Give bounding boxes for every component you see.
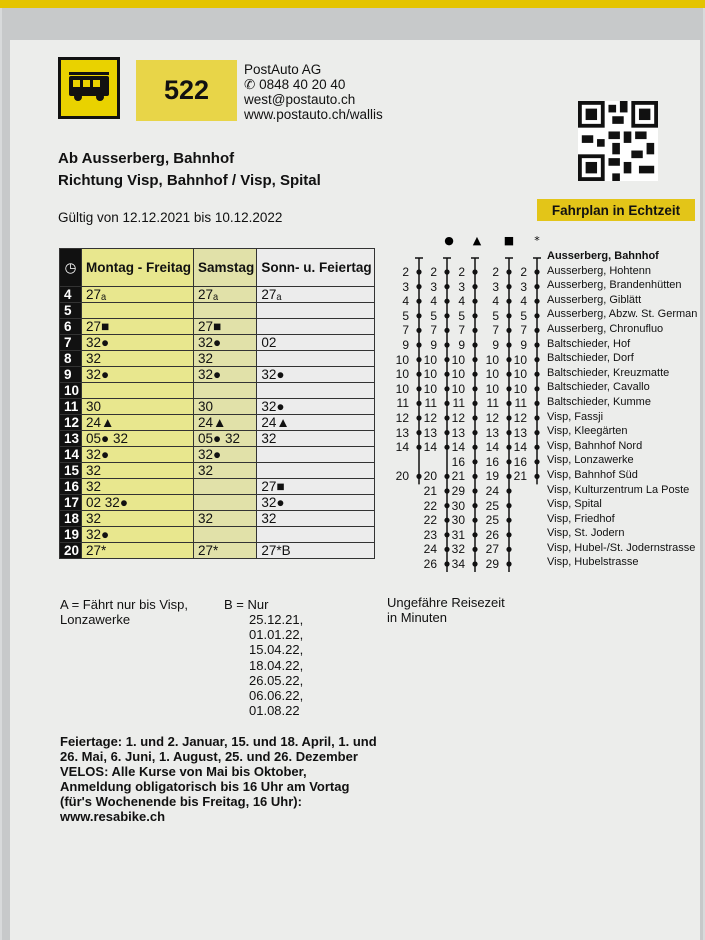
minute-value: 5 <box>492 308 499 323</box>
stop-name: Visp, Spital <box>547 498 602 511</box>
minute-value: 25 <box>485 513 499 528</box>
saturday-cell <box>194 527 257 543</box>
saturday-cell: 27* <box>194 543 257 559</box>
minute-value: 10 <box>485 367 499 382</box>
minute-value: 9 <box>492 337 499 352</box>
stop-dot <box>472 284 477 289</box>
minute-value <box>419 455 437 470</box>
saturday-cell: 30 <box>194 399 257 415</box>
realtime-timetable-button[interactable]: Fahrplan in Echtzeit <box>537 199 695 221</box>
validity-period: Gültig von 12.12.2021 bis 10.12.2022 <box>58 210 283 225</box>
velos-note: VELOS: Alle Kurse von Mai bis Oktober, Anmeldung obligatorisch bis 16 Uhr am Vortag (für's Wochenende bis Freitag, 16 Uhr): <box>60 764 350 809</box>
weekday-cell: 32 <box>82 511 194 527</box>
sunday-cell: 27*B <box>257 543 374 559</box>
legend-b-date: 25.12.21, <box>249 612 304 627</box>
minute-value: 30 <box>451 513 465 528</box>
minute-value: 2 <box>492 265 499 279</box>
minute-value: 16 <box>513 454 527 469</box>
route-number: 522 <box>136 60 237 121</box>
table-row <box>60 543 375 559</box>
stop-name: Visp, Hubelstrasse <box>547 556 639 569</box>
column-symbol: * <box>534 234 540 247</box>
minute-value: 3 <box>402 279 409 294</box>
stop-name: Ausserberg, Abzw. St. German <box>547 308 698 321</box>
saturday-cell: 27■ <box>194 319 257 335</box>
departure-stop-title: Ab Ausserberg, Bahnhof <box>58 150 235 167</box>
weekday-cell <box>82 383 194 399</box>
minute-value: 7 <box>402 323 409 338</box>
minute-value: 12 <box>395 410 409 425</box>
minute-value <box>391 528 409 543</box>
bus-icon <box>58 57 120 119</box>
minute-value <box>509 499 527 514</box>
stop-dot <box>472 372 477 377</box>
minute-value: 10 <box>423 352 437 367</box>
minute-value: 30 <box>451 498 465 513</box>
minute-value: 10 <box>485 381 499 396</box>
minute-value: 14 <box>485 440 499 455</box>
saturday-cell: 05● 32 <box>194 431 257 447</box>
minute-value: 13 <box>451 425 465 440</box>
stop-name: Visp, Fassji <box>547 410 604 423</box>
legend-b-date: 06.06.22, <box>249 688 304 704</box>
weekday-cell: 02 32● <box>82 495 194 511</box>
stop-dot <box>472 386 477 391</box>
minute-value: 3 <box>492 279 499 294</box>
legend-a: A = Fährt nur bis Visp, Lonzawerke <box>60 597 189 627</box>
minute-value <box>391 484 409 499</box>
hour-cell: 19 <box>60 527 82 543</box>
hour-cell: 11 <box>60 399 82 415</box>
phone-icon: ✆ <box>244 77 260 92</box>
minute-value: 10 <box>423 367 437 382</box>
resabike-link[interactable]: www.resabike.ch <box>60 809 166 824</box>
hour-cell: 9 <box>60 367 82 383</box>
stop-dot <box>472 401 477 406</box>
minute-value: 4 <box>402 294 409 309</box>
header-weekday: Montag - Freitag <box>82 249 194 287</box>
table-row <box>60 383 375 399</box>
minute-value: 24 <box>423 542 437 557</box>
saturday-cell <box>194 479 257 495</box>
table-row <box>60 479 375 495</box>
sunday-cell <box>257 463 374 479</box>
column-symbol: ● <box>444 234 454 247</box>
saturday-cell <box>194 383 257 399</box>
stop-dot <box>534 430 539 435</box>
stop-dot <box>534 401 539 406</box>
table-row <box>60 447 375 463</box>
stop-dot <box>534 386 539 391</box>
stop-dot <box>534 284 539 289</box>
stop-name: Visp, Lonzawerke <box>547 454 634 467</box>
hour-cell: 6 <box>60 319 82 335</box>
minute-value: 10 <box>395 367 409 382</box>
minute-value: 26 <box>485 527 499 542</box>
minute-value: 7 <box>492 323 499 338</box>
minute-value: 4 <box>520 294 527 309</box>
stop-dot <box>472 415 477 420</box>
saturday-cell: 32● <box>194 367 257 383</box>
minute-value: 12 <box>451 410 465 425</box>
stop-dot <box>472 430 477 435</box>
sunday-cell: 27■ <box>257 479 374 495</box>
weekday-cell: 32 <box>82 351 194 367</box>
sunday-cell: 32● <box>257 399 374 415</box>
minute-value: 11 <box>396 396 409 411</box>
minute-value <box>509 542 527 557</box>
sunday-cell: 02 <box>257 335 374 351</box>
minute-value: 32 <box>451 542 465 557</box>
minute-value: 2 <box>520 265 527 279</box>
operator-email[interactable]: west@postauto.ch <box>244 92 356 107</box>
minute-value: 4 <box>430 294 437 309</box>
minute-value: 5 <box>458 308 465 323</box>
minute-value: 5 <box>430 308 437 323</box>
table-row <box>60 511 375 527</box>
minute-value <box>509 484 527 499</box>
minute-value: 34 <box>451 556 465 571</box>
weekday-cell: 24▲ <box>82 415 194 431</box>
minute-value: 23 <box>423 527 437 542</box>
table-row <box>60 415 375 431</box>
sunday-cell <box>257 319 374 335</box>
stop-name: Visp, Friedhof <box>547 512 615 525</box>
hour-cell: 20 <box>60 543 82 559</box>
saturday-cell: 24▲ <box>194 415 257 431</box>
table-header-row <box>60 249 375 287</box>
stop-name: Visp, Bahnhof Süd <box>547 468 638 481</box>
minute-value: 10 <box>513 352 527 367</box>
top-yellow-strip <box>0 0 705 8</box>
minute-value: 10 <box>395 381 409 396</box>
hour-cell: 16 <box>60 479 82 495</box>
minutes-column <box>391 265 409 571</box>
sunday-cell <box>257 303 374 319</box>
weekday-cell: 32 <box>82 463 194 479</box>
saturday-cell: 32 <box>194 351 257 367</box>
stop-dot <box>534 459 539 464</box>
stop-dot <box>472 459 477 464</box>
table-row <box>60 495 375 511</box>
stop-name: Ausserberg, Giblätt <box>547 293 642 306</box>
direction-title: Richtung Visp, Bahnhof / Visp, Spital <box>58 172 321 189</box>
minutes-column <box>419 265 437 571</box>
minute-value: 14 <box>513 440 527 455</box>
saturday-cell <box>194 495 257 511</box>
stop-dot <box>472 313 477 318</box>
operator-phone: ✆ 0848 40 20 40 <box>244 77 346 92</box>
sunday-cell: 32 <box>257 431 374 447</box>
stop-dot <box>472 518 477 523</box>
table-row <box>60 399 375 415</box>
table-row <box>60 351 375 367</box>
minute-value: 10 <box>513 367 527 382</box>
table-row <box>60 287 375 303</box>
sunday-cell <box>257 527 374 543</box>
weekday-cell <box>82 303 194 319</box>
stop-name: Visp, Bahnhof Nord <box>547 439 643 452</box>
table-row <box>60 463 375 479</box>
minute-value: 21 <box>423 483 437 498</box>
operator-contact <box>244 62 383 122</box>
table-row <box>60 431 375 447</box>
stop-dot <box>472 488 477 493</box>
travel-time-label: Ungefähre Reisezeit in Minuten <box>387 595 505 625</box>
legend-b-date: 01.08.22 <box>249 703 300 719</box>
minute-value: 14 <box>451 440 465 455</box>
minute-value: 21 <box>513 469 527 484</box>
minute-value: 2 <box>458 265 465 279</box>
minute-value: 13 <box>423 425 437 440</box>
minute-value: 20 <box>423 469 437 484</box>
table-row <box>60 367 375 383</box>
legend-b-date: 26.05.22, <box>249 672 304 688</box>
sunday-cell: 32● <box>257 495 374 511</box>
minute-value: 24 <box>485 483 499 498</box>
minute-value: 5 <box>402 308 409 323</box>
minute-value <box>509 557 527 572</box>
minute-value <box>391 513 409 528</box>
minute-value: 11 <box>424 396 437 411</box>
minute-value: 2 <box>402 265 409 279</box>
minute-value: 3 <box>458 279 465 294</box>
hour-cell: 8 <box>60 351 82 367</box>
minute-value: 27 <box>485 542 499 557</box>
stop-name: Ausserberg, Bahnhof <box>547 250 659 262</box>
hour-cell: 14 <box>60 447 82 463</box>
minute-value: 11 <box>452 396 465 411</box>
header-saturday: Samstag <box>194 249 257 287</box>
stop-name: Visp, Kleegärten <box>547 425 628 438</box>
minutes-column <box>447 265 465 571</box>
minute-value: 26 <box>423 556 437 571</box>
legend-b-date: 15.04.22, <box>249 642 304 658</box>
minute-value: 9 <box>458 337 465 352</box>
stop-name: Baltschieder, Cavallo <box>547 381 650 394</box>
stop-dot <box>534 328 539 333</box>
weekday-cell: 32● <box>82 335 194 351</box>
minute-value: 7 <box>430 323 437 338</box>
weekday-cell: 30 <box>82 399 194 415</box>
weekday-cell: 32● <box>82 527 194 543</box>
stop-name: Baltschieder, Dorf <box>547 352 634 365</box>
hour-cell: 10 <box>60 383 82 399</box>
table-row <box>60 319 375 335</box>
minute-value: 14 <box>395 440 409 455</box>
sunday-cell: 32● <box>257 367 374 383</box>
stop-name: Visp, Hubel-/St. Jodernstrasse <box>547 541 696 554</box>
stop-dot <box>472 474 477 479</box>
minute-value: 20 <box>395 469 409 484</box>
saturday-cell: 32● <box>194 447 257 463</box>
minute-value: 13 <box>395 425 409 440</box>
minute-value: 10 <box>451 367 465 382</box>
stop-dot <box>472 445 477 450</box>
minute-value: 22 <box>423 513 437 528</box>
notes <box>60 734 380 824</box>
departure-table <box>59 248 375 559</box>
column-symbol: ■ <box>503 234 515 247</box>
minute-value <box>391 455 409 470</box>
saturday-cell: 32 <box>194 463 257 479</box>
legend-b-date: 01.01.22, <box>249 627 304 643</box>
operator-web[interactable]: www.postauto.ch/wallis <box>244 107 383 122</box>
minute-value: 9 <box>520 337 527 352</box>
sunday-cell <box>257 351 374 367</box>
minute-value: 29 <box>451 483 465 498</box>
minute-value: 7 <box>458 323 465 338</box>
minute-value: 2 <box>430 265 437 279</box>
saturday-cell: 32 <box>194 511 257 527</box>
saturday-cell <box>194 303 257 319</box>
clock-icon: ◷ <box>60 249 82 287</box>
minute-value: 5 <box>520 308 527 323</box>
minute-value: 11 <box>514 396 527 411</box>
stop-dot <box>534 474 539 479</box>
holidays-note: Feiertage: 1. und 2. Januar, 15. und 18. April, 1. und 26. Mai, 6. Juni, 1. August, 25. und 26. Dezember <box>60 734 377 764</box>
minute-value: 29 <box>485 556 499 571</box>
stop-dot <box>472 328 477 333</box>
sunday-cell: 27ₐ <box>257 287 374 303</box>
minute-value: 10 <box>451 381 465 396</box>
weekday-cell: 05● 32 <box>82 431 194 447</box>
minute-value: 19 <box>485 469 499 484</box>
minute-value: 16 <box>451 454 465 469</box>
minute-value <box>391 542 409 557</box>
stop-name: Ausserberg, Brandenhütten <box>547 279 682 292</box>
minutes-column <box>509 265 527 571</box>
minute-value: 12 <box>423 410 437 425</box>
minute-value <box>509 528 527 543</box>
hour-cell: 15 <box>60 463 82 479</box>
minute-value: 16 <box>485 454 499 469</box>
stop-dot <box>534 445 539 450</box>
weekday-cell: 27■ <box>82 319 194 335</box>
table-row <box>60 335 375 351</box>
stop-list <box>547 249 697 570</box>
stop-dot <box>472 342 477 347</box>
qr-code-icon[interactable] <box>578 101 658 181</box>
stop-dot <box>472 299 477 304</box>
stop-name: Visp, Kulturzentrum La Poste <box>547 483 690 496</box>
stop-dot <box>472 532 477 537</box>
minute-value: 10 <box>423 381 437 396</box>
hour-cell: 13 <box>60 431 82 447</box>
stop-dot <box>534 299 539 304</box>
minutes-column <box>481 265 499 571</box>
header-sunday: Sonn- u. Feiertag <box>257 249 374 287</box>
hour-cell: 4 <box>60 287 82 303</box>
stop-dot <box>472 561 477 566</box>
minute-value: 12 <box>485 410 499 425</box>
minute-value: 4 <box>492 294 499 309</box>
stop-name: Baltschieder, Kreuzmatte <box>547 366 670 379</box>
weekday-cell: 32 <box>82 479 194 495</box>
minute-value: 9 <box>430 337 437 352</box>
stop-dot <box>534 415 539 420</box>
stop-dot <box>472 269 477 274</box>
stop-dot <box>534 269 539 274</box>
minute-value: 7 <box>520 323 527 338</box>
weekday-cell: 27* <box>82 543 194 559</box>
operator-name: PostAuto AG <box>244 62 322 77</box>
hour-cell: 7 <box>60 335 82 351</box>
minute-value <box>391 499 409 514</box>
minute-value: 10 <box>451 352 465 367</box>
stop-name: Ausserberg, Hohtenn <box>547 264 651 277</box>
minute-value: 10 <box>513 381 527 396</box>
weekday-cell: 27ₐ <box>82 287 194 303</box>
weekday-cell: 32● <box>82 367 194 383</box>
legend-b-label: B = Nur <box>224 597 269 612</box>
stop-dot <box>472 503 477 508</box>
column-symbol: ▲ <box>472 234 482 247</box>
saturday-cell: 27ₐ <box>194 287 257 303</box>
minute-value: 13 <box>485 425 499 440</box>
stop-name: Baltschieder, Hof <box>547 337 631 350</box>
table-row <box>60 527 375 543</box>
stop-dot <box>472 547 477 552</box>
stop-name: Baltschieder, Kumme <box>547 395 651 408</box>
hour-cell: 5 <box>60 303 82 319</box>
hour-cell: 12 <box>60 415 82 431</box>
minute-value: 22 <box>423 498 437 513</box>
stop-dot <box>472 357 477 362</box>
minute-value: 13 <box>513 425 527 440</box>
table-row <box>60 303 375 319</box>
minute-value: 31 <box>451 527 465 542</box>
minute-value: 3 <box>430 279 437 294</box>
stop-dot <box>534 313 539 318</box>
stop-name: Visp, St. Jodern <box>547 527 625 540</box>
sunday-cell: 24▲ <box>257 415 374 431</box>
minute-value: 12 <box>513 410 527 425</box>
hour-cell: 18 <box>60 511 82 527</box>
legend-b-dates <box>249 612 303 718</box>
minute-value: 4 <box>458 294 465 309</box>
sunday-cell <box>257 383 374 399</box>
minute-value: 3 <box>520 279 527 294</box>
saturday-cell: 32● <box>194 335 257 351</box>
stop-dot <box>534 372 539 377</box>
hour-cell: 17 <box>60 495 82 511</box>
sunday-cell: 32 <box>257 511 374 527</box>
minute-value: 10 <box>395 352 409 367</box>
minute-value: 14 <box>423 440 437 455</box>
legend-b-date: 18.04.22, <box>249 657 304 673</box>
minute-value: 10 <box>485 352 499 367</box>
stop-dot <box>534 357 539 362</box>
stop-name: Ausserberg, Chronufluo <box>547 322 664 335</box>
minute-value <box>509 513 527 528</box>
minute-value: 21 <box>451 469 465 484</box>
stop-dot <box>534 342 539 347</box>
minute-value <box>391 557 409 572</box>
weekday-cell: 32● <box>82 447 194 463</box>
minute-value: 11 <box>486 396 499 411</box>
sunday-cell <box>257 447 374 463</box>
minute-value: 25 <box>485 498 499 513</box>
minute-value: 9 <box>402 337 409 352</box>
